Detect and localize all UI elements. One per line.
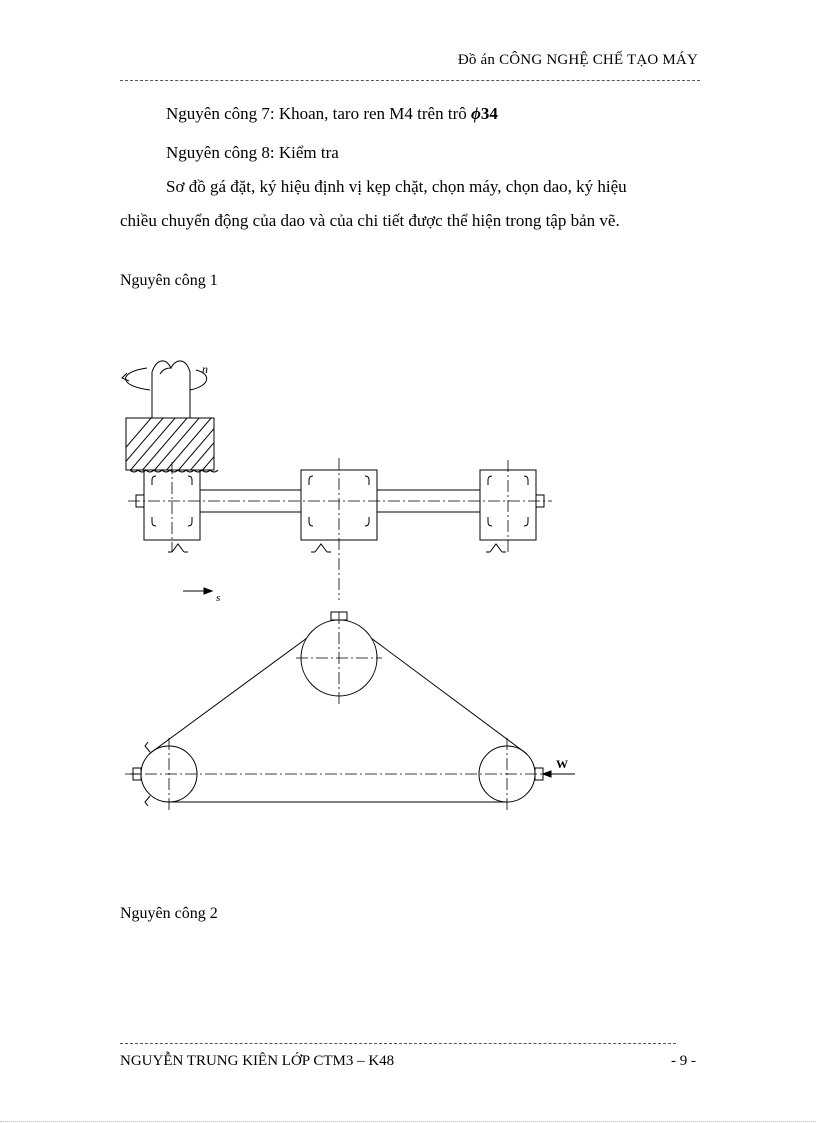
paragraph-line-2: chiều chuyển động của dao và của chi tiết được thể hiện trong tập bản vẽ. [120,211,620,230]
workpiece [136,470,544,552]
fixture-diagram [0,340,816,840]
page-number: - 9 - [671,1053,696,1069]
header-title: Đồ án CÔNG NGHỆ CHẾ TẠO MÁY [457,52,698,68]
header-rule [120,80,700,81]
pulley-system [130,612,543,806]
footer-rule [120,1043,676,1044]
footer-author: NGUYỄN TRUNG KIÊN LỚP CTM3 – K48 [120,1053,395,1069]
operation-7-line [166,104,498,124]
rotation-label-n: n [202,362,208,376]
diameter-symbol: ϕ [470,104,481,123]
operation-8-line: Nguyên công 8: Kiểm tra [166,143,339,162]
feed-arrow [183,588,212,594]
section-heading-2: Nguyên công 2 [120,905,218,922]
rotation-arrow [122,368,207,390]
operation-7-text: Nguyên công 7: Khoan, taro ren M4 trên trô [166,104,471,123]
pulley-centerlines [125,612,545,812]
clamp-force-arrow [543,771,575,777]
section-heading-1: Nguyên công 1 [120,272,218,289]
diameter-value: 34 [480,104,498,123]
paragraph-line-1: Sơ đồ gá đặt, ký hiệu định vị kẹp chặt, chọn máy, chọn dao, ký hiệu [166,177,627,196]
spindle [152,361,190,418]
page-bottom-border [0,1121,816,1122]
clamp-force-label-w: W [556,757,568,771]
feed-label-s: s [216,592,221,604]
